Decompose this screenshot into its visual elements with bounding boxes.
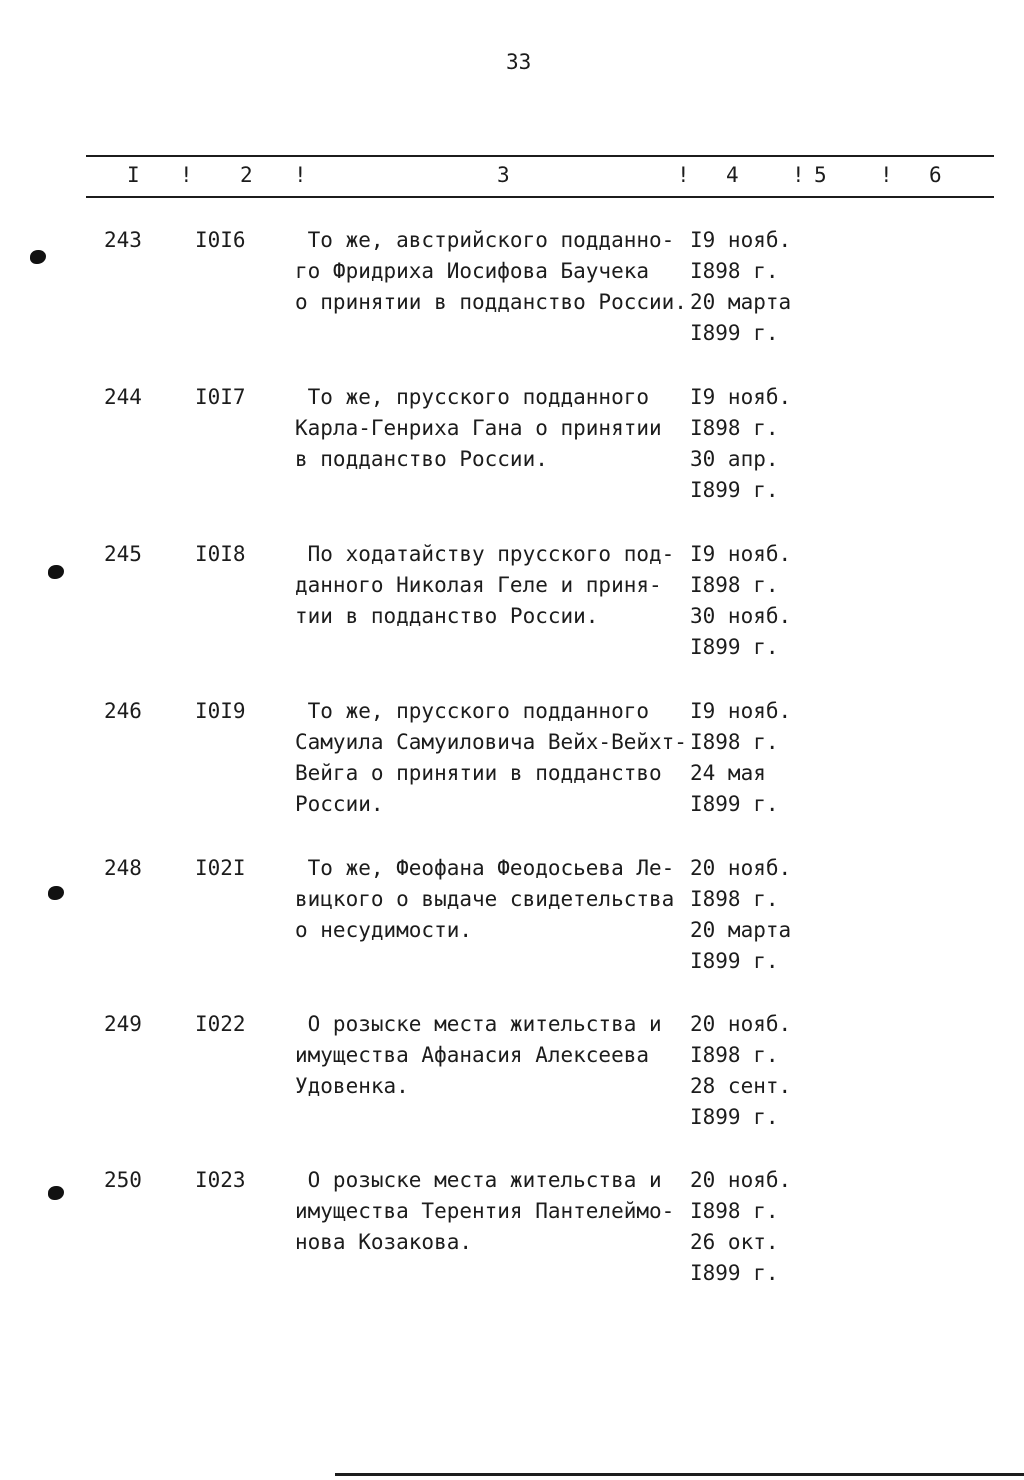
date-line: I899 г. (690, 792, 779, 816)
file-dates (690, 539, 791, 663)
page-number: 33 (506, 50, 532, 74)
file-dates (690, 225, 791, 349)
date-line: 20 нояб. (690, 1168, 792, 1192)
title-line: о принятии в подданство России. (295, 290, 687, 314)
title-line: тии в подданство России. (295, 604, 599, 628)
title-line: Карла-Генриха Гана о принятии (295, 416, 662, 440)
date-line: I9 нояб. (690, 385, 792, 409)
file-number: I0I9 (195, 699, 246, 723)
header-col-6: 6 (929, 163, 942, 187)
header-col-5: 5 (814, 163, 827, 187)
table-row (0, 1009, 1024, 1139)
date-line: I898 г. (690, 1199, 779, 1223)
table-row (0, 853, 1024, 983)
date-line: I899 г. (690, 635, 779, 659)
row-number: 250 (104, 1168, 142, 1192)
date-line: I899 г. (690, 321, 779, 345)
date-line: I9 нояб. (690, 699, 792, 723)
title-line: России. (295, 792, 384, 816)
file-title (295, 1165, 689, 1258)
header-col-4: 4 (726, 163, 739, 187)
file-number: I023 (195, 1168, 246, 1192)
file-number: I0I7 (195, 385, 246, 409)
row-number: 249 (104, 1012, 142, 1036)
file-title (295, 225, 689, 318)
date-line: 20 нояб. (690, 1012, 792, 1036)
title-line: То же, австрийского подданно- (295, 228, 675, 252)
row-number: 248 (104, 856, 142, 880)
row-number: 244 (104, 385, 142, 409)
header-col-2: 2 (240, 163, 253, 187)
title-line: Самуила Самуиловича Вейх-Вейхт- (295, 730, 687, 754)
file-number: I022 (195, 1012, 246, 1036)
table-header-rule (86, 196, 994, 198)
table-top-rule (86, 155, 994, 157)
page-bottom-rule (335, 1473, 1024, 1476)
title-line: Удовенка. (295, 1074, 409, 1098)
date-line: I898 г. (690, 416, 779, 440)
file-title (295, 1009, 689, 1102)
table-row (0, 225, 1024, 355)
date-line: 28 сент. (690, 1074, 792, 1098)
file-dates (690, 1165, 791, 1289)
file-title (295, 539, 689, 632)
date-line: 20 марта (690, 290, 792, 314)
row-number: 246 (104, 699, 142, 723)
table-header (0, 163, 1024, 191)
date-line: 30 нояб. (690, 604, 792, 628)
date-line: I9 нояб. (690, 228, 792, 252)
title-line: вицкого о выдаче свидетельства (295, 887, 675, 911)
title-line: имущества Терентия Пантелеймо- (295, 1199, 675, 1223)
date-line: I899 г. (690, 1105, 779, 1129)
table-row (0, 539, 1024, 669)
date-line: 24 мая (690, 761, 766, 785)
header-separator: ! (792, 163, 805, 187)
file-dates (690, 853, 791, 977)
row-number: 245 (104, 542, 142, 566)
file-dates (690, 696, 791, 820)
file-number: I0I8 (195, 542, 246, 566)
date-line: 20 нояб. (690, 856, 792, 880)
row-number: 243 (104, 228, 142, 252)
title-line: То же, прусского подданного (295, 385, 650, 409)
date-line: 26 окт. (690, 1230, 779, 1254)
title-line: О розыске места жительства и (295, 1012, 662, 1036)
header-separator: ! (294, 163, 307, 187)
file-dates (690, 382, 791, 506)
date-line: I899 г. (690, 1261, 779, 1285)
header-separator: ! (180, 163, 193, 187)
header-col-3: 3 (497, 163, 510, 187)
title-line: Вейга о принятии в подданство (295, 761, 662, 785)
file-title (295, 696, 689, 820)
date-line: I9 нояб. (690, 542, 792, 566)
file-dates (690, 1009, 791, 1133)
date-line: I898 г. (690, 887, 779, 911)
table-row (0, 1165, 1024, 1295)
date-line: I898 г. (690, 1043, 779, 1067)
date-line: 30 апр. (690, 447, 779, 471)
date-line: I898 г. (690, 259, 779, 283)
date-line: I898 г. (690, 730, 779, 754)
date-line: 20 марта (690, 918, 792, 942)
date-line: I899 г. (690, 949, 779, 973)
table-row (0, 696, 1024, 826)
file-number: I02I (195, 856, 246, 880)
file-title (295, 382, 689, 475)
date-line: I898 г. (690, 573, 779, 597)
header-col-1: I (127, 163, 140, 187)
title-line: То же, Феофана Феодосьева Ле- (295, 856, 675, 880)
title-line: го Фридриха Иосифова Баучека (295, 259, 650, 283)
title-line: имущества Афанасия Алексеева (295, 1043, 650, 1067)
title-line: То же, прусского подданного (295, 699, 650, 723)
title-line: О розыске места жительства и (295, 1168, 662, 1192)
header-separator: ! (880, 163, 893, 187)
title-line: нова Козакова. (295, 1230, 473, 1254)
title-line: данного Николая Геле и приня- (295, 573, 662, 597)
title-line: По ходатайству прусского под- (295, 542, 675, 566)
file-number: I0I6 (195, 228, 246, 252)
date-line: I899 г. (690, 478, 779, 502)
file-title (295, 853, 689, 946)
header-separator: ! (677, 163, 690, 187)
title-line: в подданство России. (295, 447, 548, 471)
table-row (0, 382, 1024, 512)
title-line: о несудимости. (295, 918, 473, 942)
